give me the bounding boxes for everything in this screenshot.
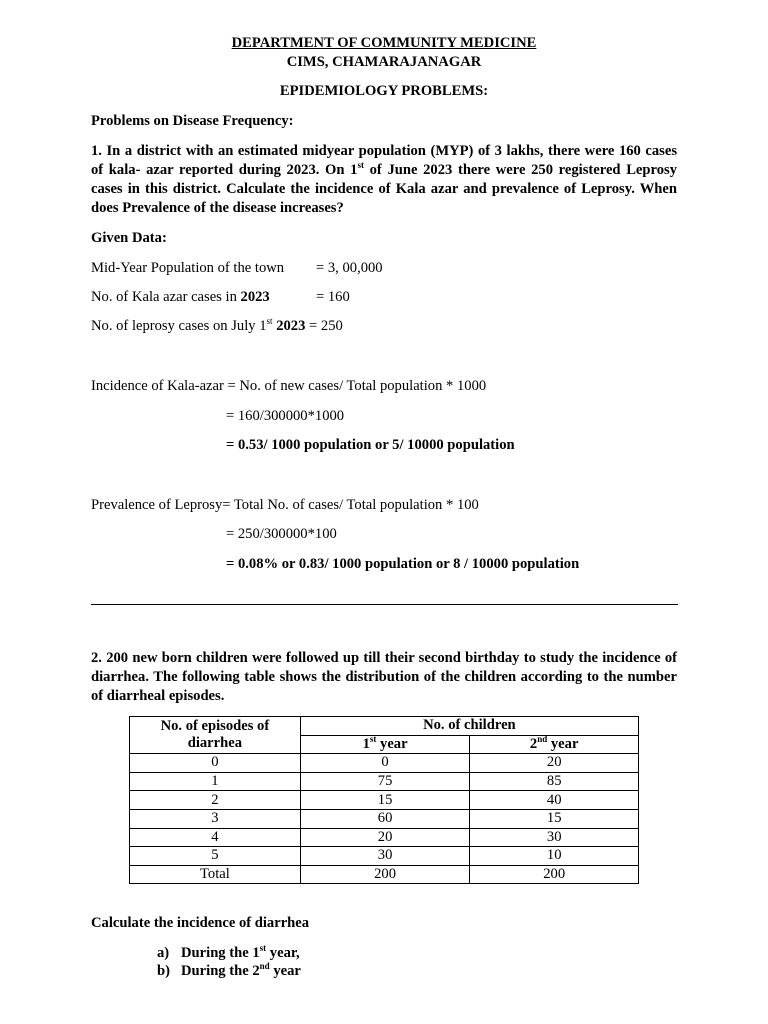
table-row: 0 0 20 [130,754,639,773]
table-header-year-2: 2nd year [470,735,639,754]
table-row: 5 30 10 [130,847,639,866]
prevalence-calculation: = 250/300000*100 [226,526,337,542]
table-row: 2 15 40 [130,791,639,810]
table-row: 4 20 30 [130,828,639,847]
incidence-result: = 0.53/ 1000 population or 5/ 10000 population [226,437,515,453]
header-department: DEPARTMENT OF COMMUNITY MEDICINE [231,35,537,51]
page-title: EPIDEMIOLOGY PROBLEMS: [279,83,489,99]
table-header-year-1: 1st year [300,735,470,754]
given-row-leprosy: No. of leprosy cases on July 1st 2023 = 250 [91,316,343,334]
given-row-population-value: = 3, 00,000 [316,260,383,276]
problem-2-text: 2. 200 new born children were followed up till their second birthday to study the incidence of diarrhea. The following table shows the distribution of the children according to the number of diarrheal episodes. [91,650,677,704]
given-data-label: Given Data: [91,230,167,246]
given-row-kala-azar-value: = 160 [316,289,350,305]
section-heading: Problems on Disease Frequency: [91,113,294,129]
table-header-episodes: No. of episodes of diarrhea [130,717,301,754]
table-row: 3 60 15 [130,809,639,828]
question-text: Calculate the incidence of diarrhea [91,915,310,931]
prevalence-formula: Prevalence of Leprosy= Total No. of cases/ Total population * 100 [91,497,479,513]
section-divider [91,604,678,605]
given-row-population-label: Mid-Year Population of the town [91,260,285,276]
table-row-total: Total 200 200 [130,865,639,884]
prevalence-result: = 0.08% or 0.83/ 1000 population or 8 / 10000 population [226,556,580,572]
header-institute: CIMS, CHAMARAJANAGAR [286,54,482,70]
problem-1-text: 1. In a district with an estimated midyear population (MYP) of 3 lakhs, there were 160 cases of kala- azar reported during 2023. On 1st of June 2023 there were 250 registered Leprosy cases in this district. Calculate the incidence of Kala azar and prevalence of Leprosy. When does Prevalence of the disease increases? [91,143,678,216]
incidence-calculation: = 160/300000*1000 [226,408,345,424]
list-item: a) During the 1st year, [157,943,300,961]
table-header-children: No. of children [300,717,638,736]
diarrhea-table [129,716,639,884]
incidence-formula: Incidence of Kala-azar = No. of new cases/ Total population * 1000 [91,378,487,394]
table-row: 1 75 85 [130,772,639,791]
list-item: b) During the 2nd year [157,961,301,979]
given-row-kala-azar-label: No. of Kala azar cases in 2023 [91,289,270,305]
question-list [157,944,301,980]
